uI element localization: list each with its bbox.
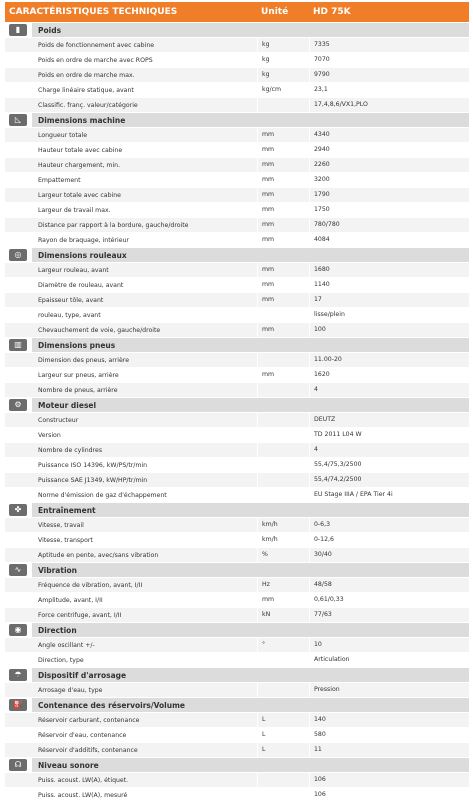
tank-icon-glyph: ⛽	[9, 699, 27, 711]
row-value: lisse/plein	[309, 308, 469, 322]
table-row	[5, 173, 469, 187]
row-unit	[257, 443, 309, 457]
sprinkler-icon	[5, 668, 32, 682]
section-title	[5, 248, 469, 262]
weight-icon-glyph: ▮	[9, 24, 27, 36]
table-row	[5, 293, 469, 307]
row-label: Charge linéaire statique, avant	[38, 86, 134, 94]
row-value: 3200	[309, 173, 469, 187]
row-value: 48/58	[309, 578, 469, 592]
row-unit	[257, 683, 309, 697]
row-unit	[257, 383, 309, 397]
row-value: 100	[309, 323, 469, 337]
row-value: 1790	[309, 188, 469, 202]
headphones-icon	[5, 758, 32, 772]
table-row	[5, 428, 469, 442]
row-unit: mm	[257, 293, 309, 307]
row-unit: L	[257, 743, 309, 757]
table-row	[5, 278, 469, 292]
row-unit: Hz	[257, 578, 309, 592]
section-title	[5, 398, 469, 412]
row-value: 1140	[309, 278, 469, 292]
row-value: 580	[309, 728, 469, 742]
table-row	[5, 128, 469, 142]
row-value: 1620	[309, 368, 469, 382]
table-row	[5, 593, 469, 607]
row-unit: mm	[257, 188, 309, 202]
row-label: Direction, type	[38, 656, 84, 664]
table-row	[5, 353, 469, 367]
row-value: TD 2011 L04 W	[309, 428, 469, 442]
row-label: Réservoir d'eau, contenance	[38, 731, 127, 739]
row-unit	[257, 788, 309, 802]
header-unit: Unité	[261, 7, 289, 17]
row-label: Constructeur	[38, 416, 79, 424]
table-row	[5, 368, 469, 382]
row-label: Distance par rapport à la bordure, gauche/droite	[38, 221, 189, 229]
table-row	[5, 743, 469, 757]
section-title	[5, 503, 469, 517]
tire-icon	[5, 338, 32, 352]
row-unit	[257, 353, 309, 367]
row-label: Vitesse, travail	[38, 521, 84, 529]
row-value: 10	[309, 638, 469, 652]
table-row	[5, 143, 469, 157]
section-label: Dispositif d'arrosage	[38, 670, 127, 680]
row-label: Classific. franç. valeur/catégorie	[38, 101, 138, 109]
table-row	[5, 383, 469, 397]
row-value: 1750	[309, 203, 469, 217]
table-row	[5, 788, 469, 802]
row-label: Diamètre de rouleau, avant	[38, 281, 124, 289]
row-label: Nombre de pneus, arrière	[38, 386, 118, 394]
row-value: 140	[309, 713, 469, 727]
section-title	[5, 23, 469, 37]
row-label: Puissance SAE J1349, kW/HP/tr/min	[38, 476, 148, 484]
engine-icon	[5, 398, 32, 412]
row-unit: kg	[257, 53, 309, 67]
row-value: 77/63	[309, 608, 469, 622]
table-row	[5, 608, 469, 622]
row-value: 0,61/0,33	[309, 593, 469, 607]
row-unit: kN	[257, 608, 309, 622]
table-row	[5, 488, 469, 502]
row-unit: mm	[257, 368, 309, 382]
row-label: Chevauchement de voie, gauche/droite	[38, 326, 161, 334]
section-label: Poids	[38, 25, 62, 35]
dimensions-icon-glyph: ◺	[9, 114, 27, 126]
table-row	[5, 38, 469, 52]
row-value: 30/40	[309, 548, 469, 562]
steering-icon-glyph: ◉	[9, 624, 27, 636]
row-unit: L	[257, 713, 309, 727]
table-row	[5, 323, 469, 337]
row-unit: mm	[257, 323, 309, 337]
row-label: Poids en ordre de marche avec ROPS	[38, 56, 153, 64]
engine-icon-glyph: ⚙	[9, 399, 27, 411]
table-row	[5, 728, 469, 742]
row-unit: mm	[257, 203, 309, 217]
row-label: Epaisseur tôle, avant	[38, 296, 104, 304]
row-label: Largeur de travail max.	[38, 206, 111, 214]
drum-icon	[5, 248, 32, 262]
table-row	[5, 458, 469, 472]
row-label: Réservoir d'additifs, contenance	[38, 746, 138, 754]
row-label: Largeur rouleau, avant	[38, 266, 109, 274]
table-row	[5, 53, 469, 67]
row-value: 55,4/75,3/2500	[309, 458, 469, 472]
row-value: 0-12,6	[309, 533, 469, 547]
row-label: Force centrifuge, avant, I/II	[38, 611, 122, 619]
section-label: Dimensions rouleaux	[38, 250, 127, 260]
table-row	[5, 158, 469, 172]
row-value: 2260	[309, 158, 469, 172]
row-label: Norme d'émission de gaz d'échappement	[38, 491, 167, 499]
row-unit	[257, 473, 309, 487]
row-unit	[257, 653, 309, 667]
row-value: 17	[309, 293, 469, 307]
table-row	[5, 638, 469, 652]
table-row	[5, 518, 469, 532]
section-title	[5, 668, 469, 682]
section-title	[5, 338, 469, 352]
table-row	[5, 683, 469, 697]
row-value: 55,4/74,2/2500	[309, 473, 469, 487]
row-label: Largeur sur pneus, arrière	[38, 371, 119, 379]
row-value: 4084	[309, 233, 469, 247]
steering-icon	[5, 623, 32, 637]
row-value: 9790	[309, 68, 469, 82]
row-label: Fréquence de vibration, avant, I/II	[38, 581, 143, 589]
row-value: EU Stage IIIA / EPA Tier 4i	[309, 488, 469, 502]
table-row	[5, 443, 469, 457]
vibration-icon	[5, 563, 32, 577]
row-unit: °	[257, 638, 309, 652]
row-label: Réservoir carburant, contenance	[38, 716, 140, 724]
table-row	[5, 773, 469, 787]
row-unit: mm	[257, 173, 309, 187]
spec-sheet	[5, 0, 469, 802]
row-unit	[257, 458, 309, 472]
section-title	[5, 698, 469, 712]
row-unit	[257, 413, 309, 427]
spec-sections	[5, 23, 469, 802]
section-label: Vibration	[38, 565, 78, 575]
table-row	[5, 578, 469, 592]
row-unit: %	[257, 548, 309, 562]
section-title	[5, 623, 469, 637]
row-unit: kg/cm	[257, 83, 309, 97]
row-label: Empattement	[38, 176, 81, 184]
row-value: 2940	[309, 143, 469, 157]
tank-icon	[5, 698, 32, 712]
row-label: Longueur totale	[38, 131, 88, 139]
row-value: 106	[309, 788, 469, 802]
row-value: 4	[309, 443, 469, 457]
headphones-icon-glyph: ☊	[9, 759, 27, 771]
row-unit	[257, 773, 309, 787]
row-unit: mm	[257, 233, 309, 247]
row-unit: mm	[257, 263, 309, 277]
dimensions-icon	[5, 113, 32, 127]
row-value: 23,1	[309, 83, 469, 97]
row-unit: kg	[257, 68, 309, 82]
row-unit: mm	[257, 158, 309, 172]
table-row	[5, 473, 469, 487]
row-value: 0-6,3	[309, 518, 469, 532]
row-label: Largeur totale avec cabine	[38, 191, 121, 199]
table-row	[5, 233, 469, 247]
row-unit	[257, 488, 309, 502]
row-label: Poids de fonctionnement avec cabine	[38, 41, 155, 49]
drive-icon	[5, 503, 32, 517]
table-row	[5, 98, 469, 112]
row-unit: km/h	[257, 533, 309, 547]
row-value: 4	[309, 383, 469, 397]
section-title	[5, 113, 469, 127]
row-label: rouleau, type, avant	[38, 311, 101, 319]
row-label: Dimension des pneus, arrière	[38, 356, 130, 364]
row-label: Hauteur totale avec cabine	[38, 146, 123, 154]
row-unit: km/h	[257, 518, 309, 532]
row-value: 11.00-20	[309, 353, 469, 367]
table-row	[5, 713, 469, 727]
table-row	[5, 68, 469, 82]
row-value: Pression	[309, 683, 469, 697]
row-value: 106	[309, 773, 469, 787]
row-label: Nombre de cylindres	[38, 446, 103, 454]
table-row	[5, 533, 469, 547]
row-label: Aptitude en pente, avec/sans vibration	[38, 551, 159, 559]
section-label: Direction	[38, 625, 77, 635]
row-label: Vitesse, transport	[38, 536, 93, 544]
row-unit: kg	[257, 38, 309, 52]
weight-icon	[5, 23, 32, 37]
table-row	[5, 83, 469, 97]
section-label: Contenance des réservoirs/Volume	[38, 700, 185, 710]
drive-icon-glyph: ✤	[9, 504, 27, 516]
row-unit	[257, 98, 309, 112]
row-value: DEUTZ	[309, 413, 469, 427]
header-model: HD 75K	[313, 7, 351, 17]
row-unit: mm	[257, 218, 309, 232]
row-label: Version	[38, 431, 61, 439]
vibration-icon-glyph: ∿	[9, 564, 27, 576]
drum-icon-glyph: ◎	[9, 249, 27, 261]
row-value: Articulation	[309, 653, 469, 667]
table-header	[5, 2, 469, 22]
row-unit: mm	[257, 593, 309, 607]
table-row	[5, 188, 469, 202]
table-row	[5, 548, 469, 562]
section-label: Dimensions pneus	[38, 340, 116, 350]
table-row	[5, 653, 469, 667]
row-unit: mm	[257, 128, 309, 142]
row-label: Puissance ISO 14396, kW/PS/tr/min	[38, 461, 148, 469]
row-unit	[257, 428, 309, 442]
tire-icon-glyph: ▥	[9, 339, 27, 351]
row-value: 11	[309, 743, 469, 757]
row-value: 7070	[309, 53, 469, 67]
table-row	[5, 308, 469, 322]
row-label: Poids en ordre de marche max.	[38, 71, 135, 79]
row-label: Rayon de braquage, intérieur	[38, 236, 129, 244]
sprinkler-icon-glyph: ☂	[9, 669, 27, 681]
row-unit	[257, 308, 309, 322]
row-label: Hauteur chargement, min.	[38, 161, 121, 169]
row-unit: L	[257, 728, 309, 742]
row-value: 4340	[309, 128, 469, 142]
row-value: 17,4,8,6/VX1,PLO	[309, 98, 469, 112]
row-label: Arrosage d'eau, type	[38, 686, 103, 694]
row-value: 1680	[309, 263, 469, 277]
section-label: Entraînement	[38, 505, 96, 515]
section-label: Niveau sonore	[38, 760, 99, 770]
row-unit: mm	[257, 143, 309, 157]
table-row	[5, 413, 469, 427]
row-value: 780/780	[309, 218, 469, 232]
header-title: CARACTÉRISTIQUES TECHNIQUES	[9, 7, 178, 17]
row-label: Angle oscillant +/-	[38, 641, 95, 649]
table-row	[5, 263, 469, 277]
section-label: Dimensions machine	[38, 115, 126, 125]
section-label: Moteur diesel	[38, 400, 97, 410]
table-row	[5, 203, 469, 217]
row-label: Puiss. acoust. LW(A), étiquet.	[38, 776, 129, 784]
row-label: Amplitude, avant, I/II	[38, 596, 103, 604]
row-label: Puiss. acoust. LW(A), mesuré	[38, 791, 128, 799]
table-row	[5, 218, 469, 232]
section-title	[5, 758, 469, 772]
row-unit: mm	[257, 278, 309, 292]
row-value: 7335	[309, 38, 469, 52]
section-title	[5, 563, 469, 577]
